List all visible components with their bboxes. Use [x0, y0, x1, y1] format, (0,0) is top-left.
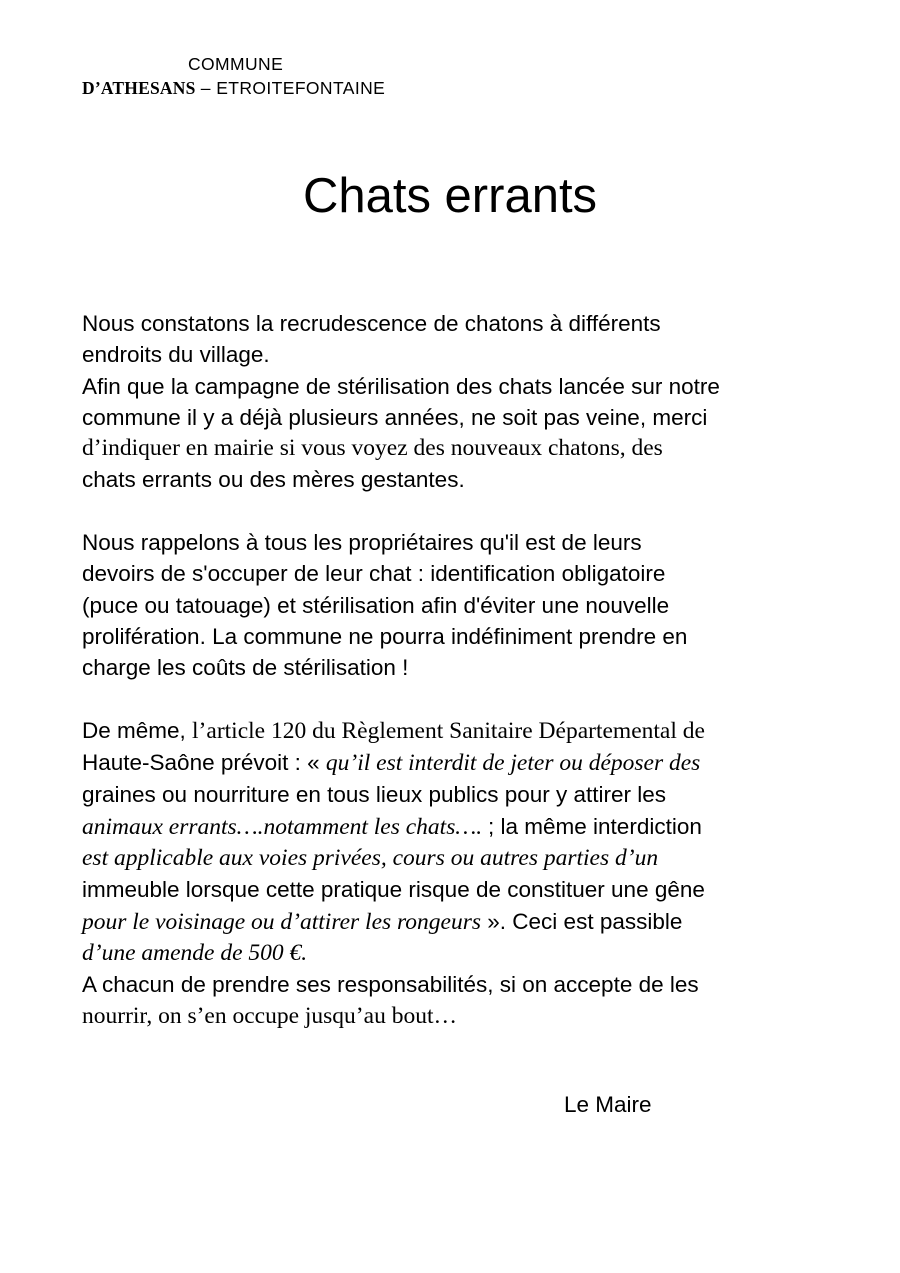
paragraph-line: Afin que la campagne de stérilisation des chats lancée sur notre — [82, 373, 720, 399]
commune-name-separator: – — [195, 78, 217, 98]
text-run: Haute-Saône prévoit : « — [82, 750, 326, 776]
text-run: ». Ceci est passible — [481, 908, 683, 934]
quote-run: qu’il est interdit de jeter ou déposer des — [325, 750, 701, 777]
paragraph-line — [82, 906, 842, 938]
paragraph-line — [82, 747, 842, 779]
paragraph-line: d’une amende de 500 €. — [82, 939, 308, 966]
paragraph-line: graines ou nourriture en tous lieux publics pour y attirer les — [82, 782, 667, 808]
quote-run: pour le voisinage ou d’attirer les rongeurs — [82, 908, 482, 935]
commune-name — [82, 76, 385, 100]
paragraph-line: A chacun de prendre ses responsabilités, si on accepte de les — [82, 972, 699, 998]
text-run: ; la même interdiction — [488, 813, 702, 839]
paragraph-line — [82, 811, 842, 843]
quote-run: animaux errants….notamment les chats…. — [82, 813, 489, 840]
paragraph-line: nourrir, on s’en occupe jusqu’au bout… — [82, 1002, 457, 1029]
paragraph-line: devoirs de s'occuper de leur chat : identification obligatoire — [82, 561, 666, 587]
paragraph-line: commune il y a déjà plusieurs années, ne soit pas veine, merci — [82, 404, 708, 430]
paragraph-line: chats errants ou des mères gestantes. — [82, 467, 465, 493]
paragraph-line — [82, 715, 842, 747]
page-title: Chats errants — [302, 169, 598, 223]
paragraph-line: Nous rappelons à tous les propriétaires qu'il est de leurs — [82, 530, 642, 556]
paragraph-line: charge les coûts de stérilisation ! — [82, 655, 409, 681]
signature: Le Maire — [564, 1092, 652, 1117]
paragraph-spacer — [82, 684, 842, 715]
paragraph-spacer — [82, 496, 842, 527]
commune-name-part1: D’ATHESANS — [82, 78, 196, 98]
notice-body — [82, 308, 842, 1032]
commune-name-part2: ETROITEFONTAINE — [216, 78, 386, 98]
paragraph-line: Nous constatons la recrudescence de chatons à différents — [82, 311, 661, 336]
commune-label: COMMUNE — [188, 54, 284, 74]
text-run: De même, — [82, 717, 193, 743]
commune-header — [82, 52, 385, 100]
paragraph-line: prolifération. La commune ne pourra indéfiniment prendre en — [82, 623, 688, 649]
paragraph-line: immeuble lorsque cette pratique risque de constituer une gêne — [82, 877, 705, 903]
paragraph-line: endroits du village. — [82, 342, 270, 368]
paragraph-line: est applicable aux voies privées, cours ou autres parties d’un — [82, 845, 659, 872]
paragraph-line: (puce ou tatouage) et stérilisation afin d'éviter une nouvelle — [82, 592, 670, 618]
paragraph-line: d’indiquer en mairie si vous voyez des nouveaux chatons, des — [82, 435, 663, 462]
text-run: l’article 120 du Règlement Sanitaire Départemental de — [192, 717, 705, 744]
